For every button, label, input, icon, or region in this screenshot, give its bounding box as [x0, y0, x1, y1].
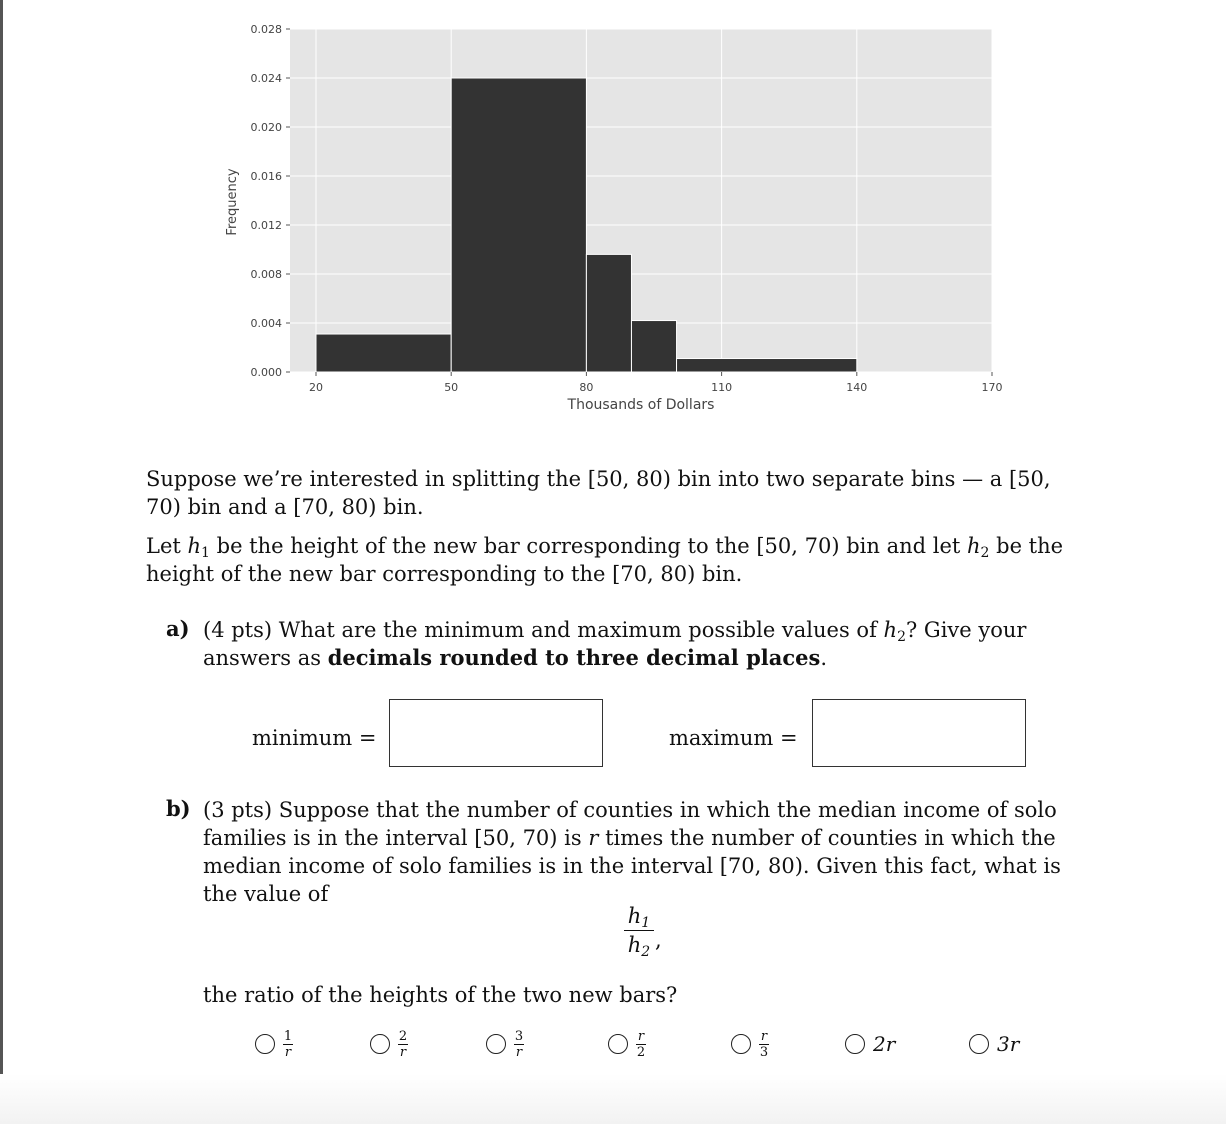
intro-paragraph-1: Suppose we’re interested in splitting the [50, 80) bin into two separate bins — a [50, 70) bin and a [70, 80) bin. [146, 467, 1051, 519]
maximum-label: maximum = [669, 726, 798, 750]
histogram-bar [631, 321, 676, 372]
x-tick-label: 110 [711, 381, 733, 394]
option-r-over-2[interactable]: $\frac{r}{2}$ [608, 1030, 646, 1058]
x-tick-label: 50 [444, 381, 459, 394]
minimum-label: minimum = [252, 726, 377, 750]
part-b-question: (3 pts) Suppose that the number of counties in which the median income of solo families is in the interval [50, 70) is r times the number of counties in which the median income of solo families is in the interval [70, 80). Given this fact, what is the value of [203, 798, 1061, 906]
radio-button[interactable] [845, 1034, 865, 1054]
fraction-comma: , [655, 928, 662, 952]
y-tick-label: 0.004 [250, 317, 282, 330]
radio-button[interactable] [608, 1034, 628, 1054]
radio-button[interactable] [255, 1034, 275, 1054]
y-tick-label: 0.012 [250, 219, 282, 232]
radio-button[interactable] [969, 1034, 989, 1054]
histogram-bar [677, 359, 857, 372]
y-tick-label: 0.028 [250, 23, 282, 36]
option-r-over-3[interactable]: $\frac{r}{3}$ [731, 1030, 769, 1058]
x-axis-ticks [309, 372, 1003, 394]
ratio-fraction: $h_1$ $h_2$ [624, 904, 654, 957]
y-axis-ticks [251, 23, 291, 379]
bottom-shade [0, 1074, 1226, 1124]
radio-button[interactable] [731, 1034, 751, 1054]
y-axis-label: Frequency [225, 168, 240, 236]
y-tick-label: 0.000 [250, 366, 282, 379]
option-1-over-r[interactable]: $\frac{1}{r}$ [255, 1030, 293, 1058]
option-2r[interactable]: 2r [845, 1030, 895, 1058]
maximum-answer-box[interactable] [812, 699, 1026, 767]
part-a-question: (4 pts) What are the minimum and maximum possible values of $h_2$? Give your answers as decimals rounded to three decimal places. [203, 618, 1027, 670]
x-tick-label: 170 [981, 381, 1003, 394]
x-tick-label: 20 [309, 381, 323, 394]
histogram-bar [316, 334, 451, 372]
option-3r[interactable]: 3r [969, 1030, 1019, 1058]
minimum-answer-box[interactable] [389, 699, 603, 767]
part-b-ratio-text: the ratio of the heights of the two new bars? [203, 983, 678, 1007]
y-tick-label: 0.020 [250, 121, 282, 134]
x-tick-label: 140 [846, 381, 868, 394]
y-tick-label: 0.016 [250, 170, 282, 183]
radio-button[interactable] [486, 1034, 506, 1054]
y-tick-label: 0.008 [250, 268, 282, 281]
intro-paragraph-2: Let $h_1$ be the height of the new bar corresponding to the [50, 70) bin and let $h_2$ be the height of the new bar corresponding to the [70, 80) bin. [146, 534, 1064, 586]
histogram-bar [586, 254, 631, 372]
y-tick-label: 0.024 [250, 72, 282, 85]
x-tick-label: 80 [579, 381, 594, 394]
histogram-chart [0, 0, 1226, 420]
part-a-label: a) [166, 616, 190, 641]
radio-button[interactable] [370, 1034, 390, 1054]
part-b-label: b) [166, 796, 191, 821]
x-axis-label: Thousands of Dollars [567, 397, 715, 413]
option-3-over-r[interactable]: $\frac{3}{r}$ [486, 1030, 524, 1058]
histogram-bar [451, 78, 586, 372]
option-2-over-r[interactable]: $\frac{2}{r}$ [370, 1030, 408, 1058]
